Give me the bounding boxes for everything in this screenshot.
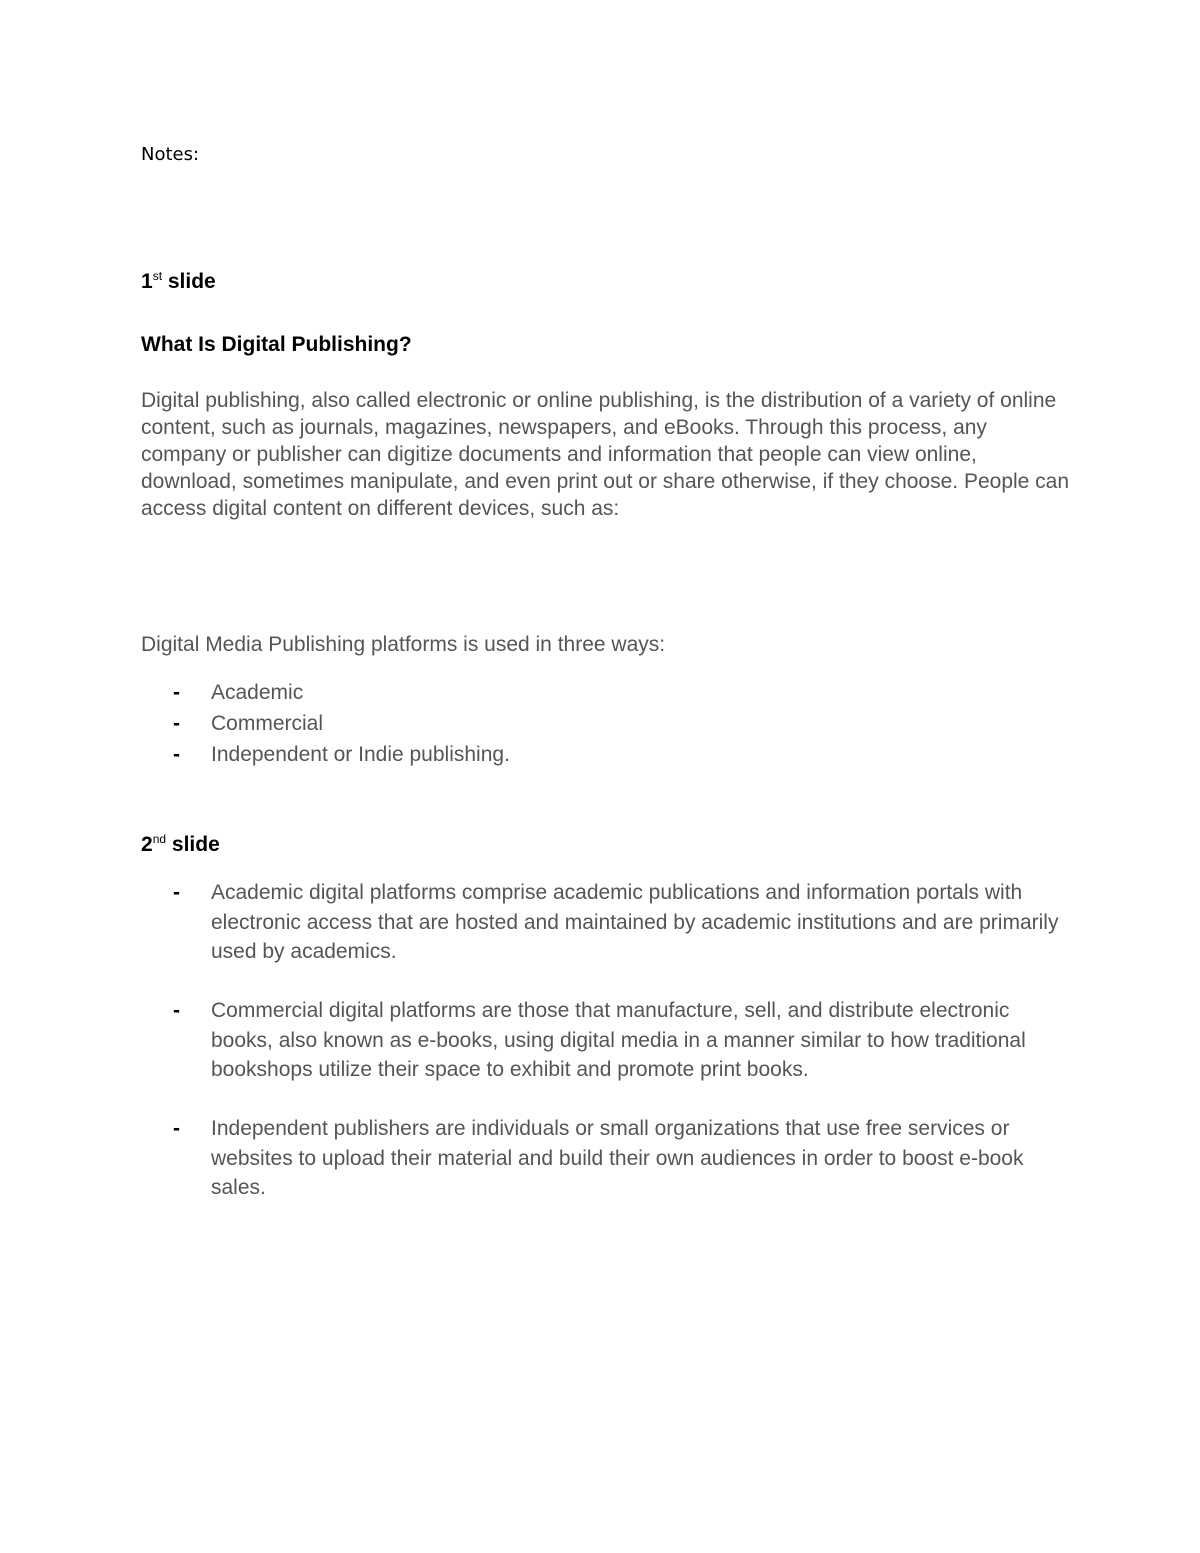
slide-2-number: 2 <box>141 833 153 856</box>
bullet-dash: - <box>173 743 180 766</box>
notes-label: Notes: <box>141 144 200 165</box>
list-item: - Academic digital platforms comprise academic publications and information portals with electronic access that are hosted and maintained by academic institutions and are primarily used by academics. <box>141 878 1071 967</box>
list-item: - Independent publishers are individuals or small organizations that use free services or websites to upload their material and build their own audiences in order to boost e-book sales. <box>141 1114 1071 1203</box>
bullet-dash: - <box>173 681 180 704</box>
bullet-dash: - <box>173 999 180 1022</box>
slide-2-ordinal: nd <box>152 832 167 846</box>
ways-intro: Digital Media Publishing platforms is used in three ways: <box>141 633 666 656</box>
slide-2-points <box>141 878 1071 1232</box>
bullet-dash: - <box>173 881 180 904</box>
slide-2-heading <box>141 833 220 857</box>
slide-1-ordinal: st <box>152 269 163 283</box>
slide-2-word: slide <box>171 833 220 856</box>
bullet-dash: - <box>173 712 180 735</box>
slide-1-number: 1 <box>141 270 153 293</box>
intro-paragraph: Digital publishing, also called electronic or online publishing, is the distribution of a variety of online content, such as journals, magazines, newspapers, and eBooks. Through this process, any company or publisher can digitize documents and information that people can view online, download, sometimes manipulate, and even print out or share otherwise, if they choose. People can access digital content on different devices, such as: <box>141 389 1070 520</box>
list-item: - Commercial digital platforms are those that manufacture, sell, and distribute electronic books, also known as e-books, using digital media in a manner similar to how traditional bookshops utilize their space to exhibit and promote print books. <box>141 996 1071 1085</box>
list-item: - Academic <box>141 677 510 708</box>
bullet-dash: - <box>173 1117 180 1140</box>
section-title: What Is Digital Publishing? <box>141 333 412 356</box>
slide-1-heading <box>141 270 216 294</box>
ways-list <box>141 677 510 770</box>
list-item: - Commercial <box>141 708 510 739</box>
slide-1-word: slide <box>167 270 216 293</box>
list-item: - Independent or Indie publishing. <box>141 739 510 770</box>
